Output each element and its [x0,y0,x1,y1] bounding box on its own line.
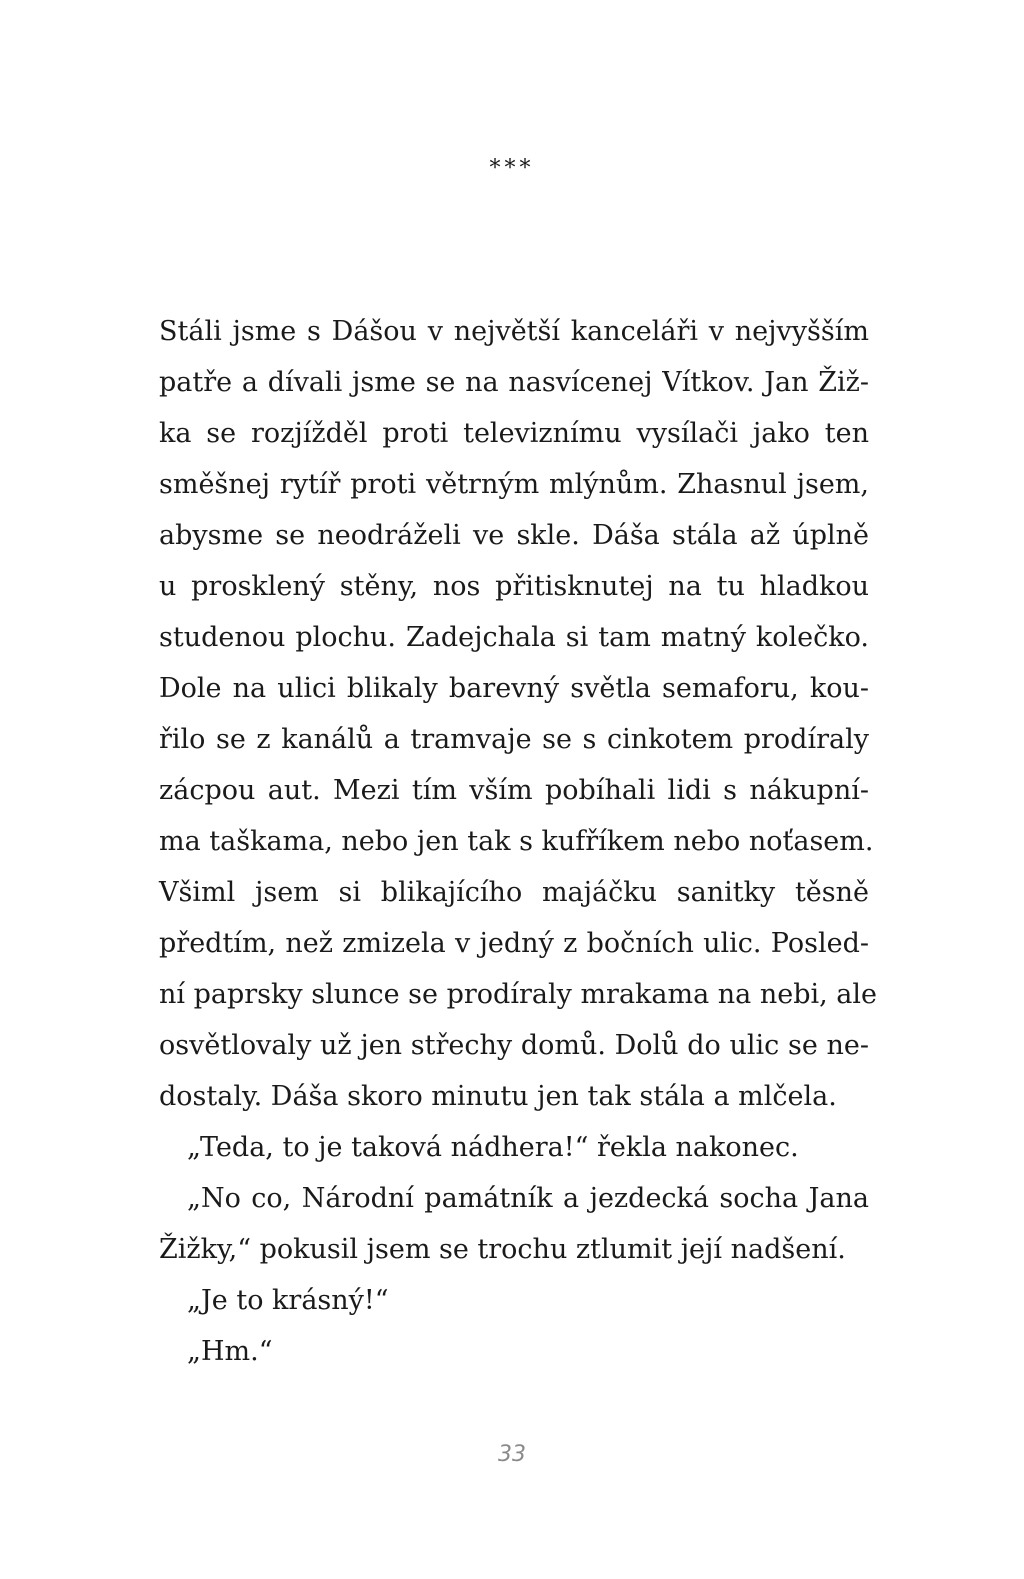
text-line: patře a dívali jsme se na nasvícenej Vítkov. Jan Žiž- [159,367,869,398]
dialogue-line: „No co, Národní památník a jezdecká socha Jana [187,1183,869,1214]
section-separator: *** [489,156,535,181]
text-line: u prosklený stěny, nos přitisknutej na tu hladkou [159,571,869,602]
dialogue-line: Žižky,“ pokusil jsem se trochu ztlumit její nadšení. [159,1234,846,1265]
text-line: zácpou aut. Mezi tím vším pobíhali lidi s nákupní- [159,775,869,806]
text-line: Dole na ulici blikaly barevný světla semaforu, kou- [159,673,869,704]
text-line: osvětlovaly už jen střechy domů. Dolů do ulic se ne- [159,1030,869,1061]
dialogue-line: „Je to krásný!“ [187,1285,389,1316]
dialogue-line: „Teda, to je taková nádhera!“ řekla nakonec. [187,1132,799,1163]
text-line: ka se rozjížděl proti televiznímu vysílači jako ten [159,418,869,449]
text-line: Stáli jsme s Dášou v největší kanceláři v nejvyšším [159,316,869,347]
text-line: abysme se neodráželi ve skle. Dáša stála až úplně [159,520,869,551]
dialogue-line: „Hm.“ [187,1336,273,1367]
text-line: řilo se z kanálů a tramvaje se s cinkotem prodíraly [159,724,869,755]
text-line: ma taškama, nebo jen tak s kufříkem nebo noťasem. [159,826,874,857]
text-line: Všiml jsem si blikajícího majáčku sanitky těsně [159,877,869,908]
text-line: směšnej rytíř proti větrným mlýnům. Zhasnul jsem, [159,469,869,500]
page-number: 33 [498,1442,526,1467]
text-line: studenou plochu. Zadejchala si tam matný kolečko. [159,622,869,653]
text-line: dostaly. Dáša skoro minutu jen tak stála a mlčela. [159,1081,837,1112]
text-line: ní paprsky slunce se prodíraly mrakama na nebi, ale [159,979,878,1010]
body-text [159,306,878,1377]
text-line: předtím, než zmizela v jedný z bočních ulic. Posled- [159,928,869,959]
